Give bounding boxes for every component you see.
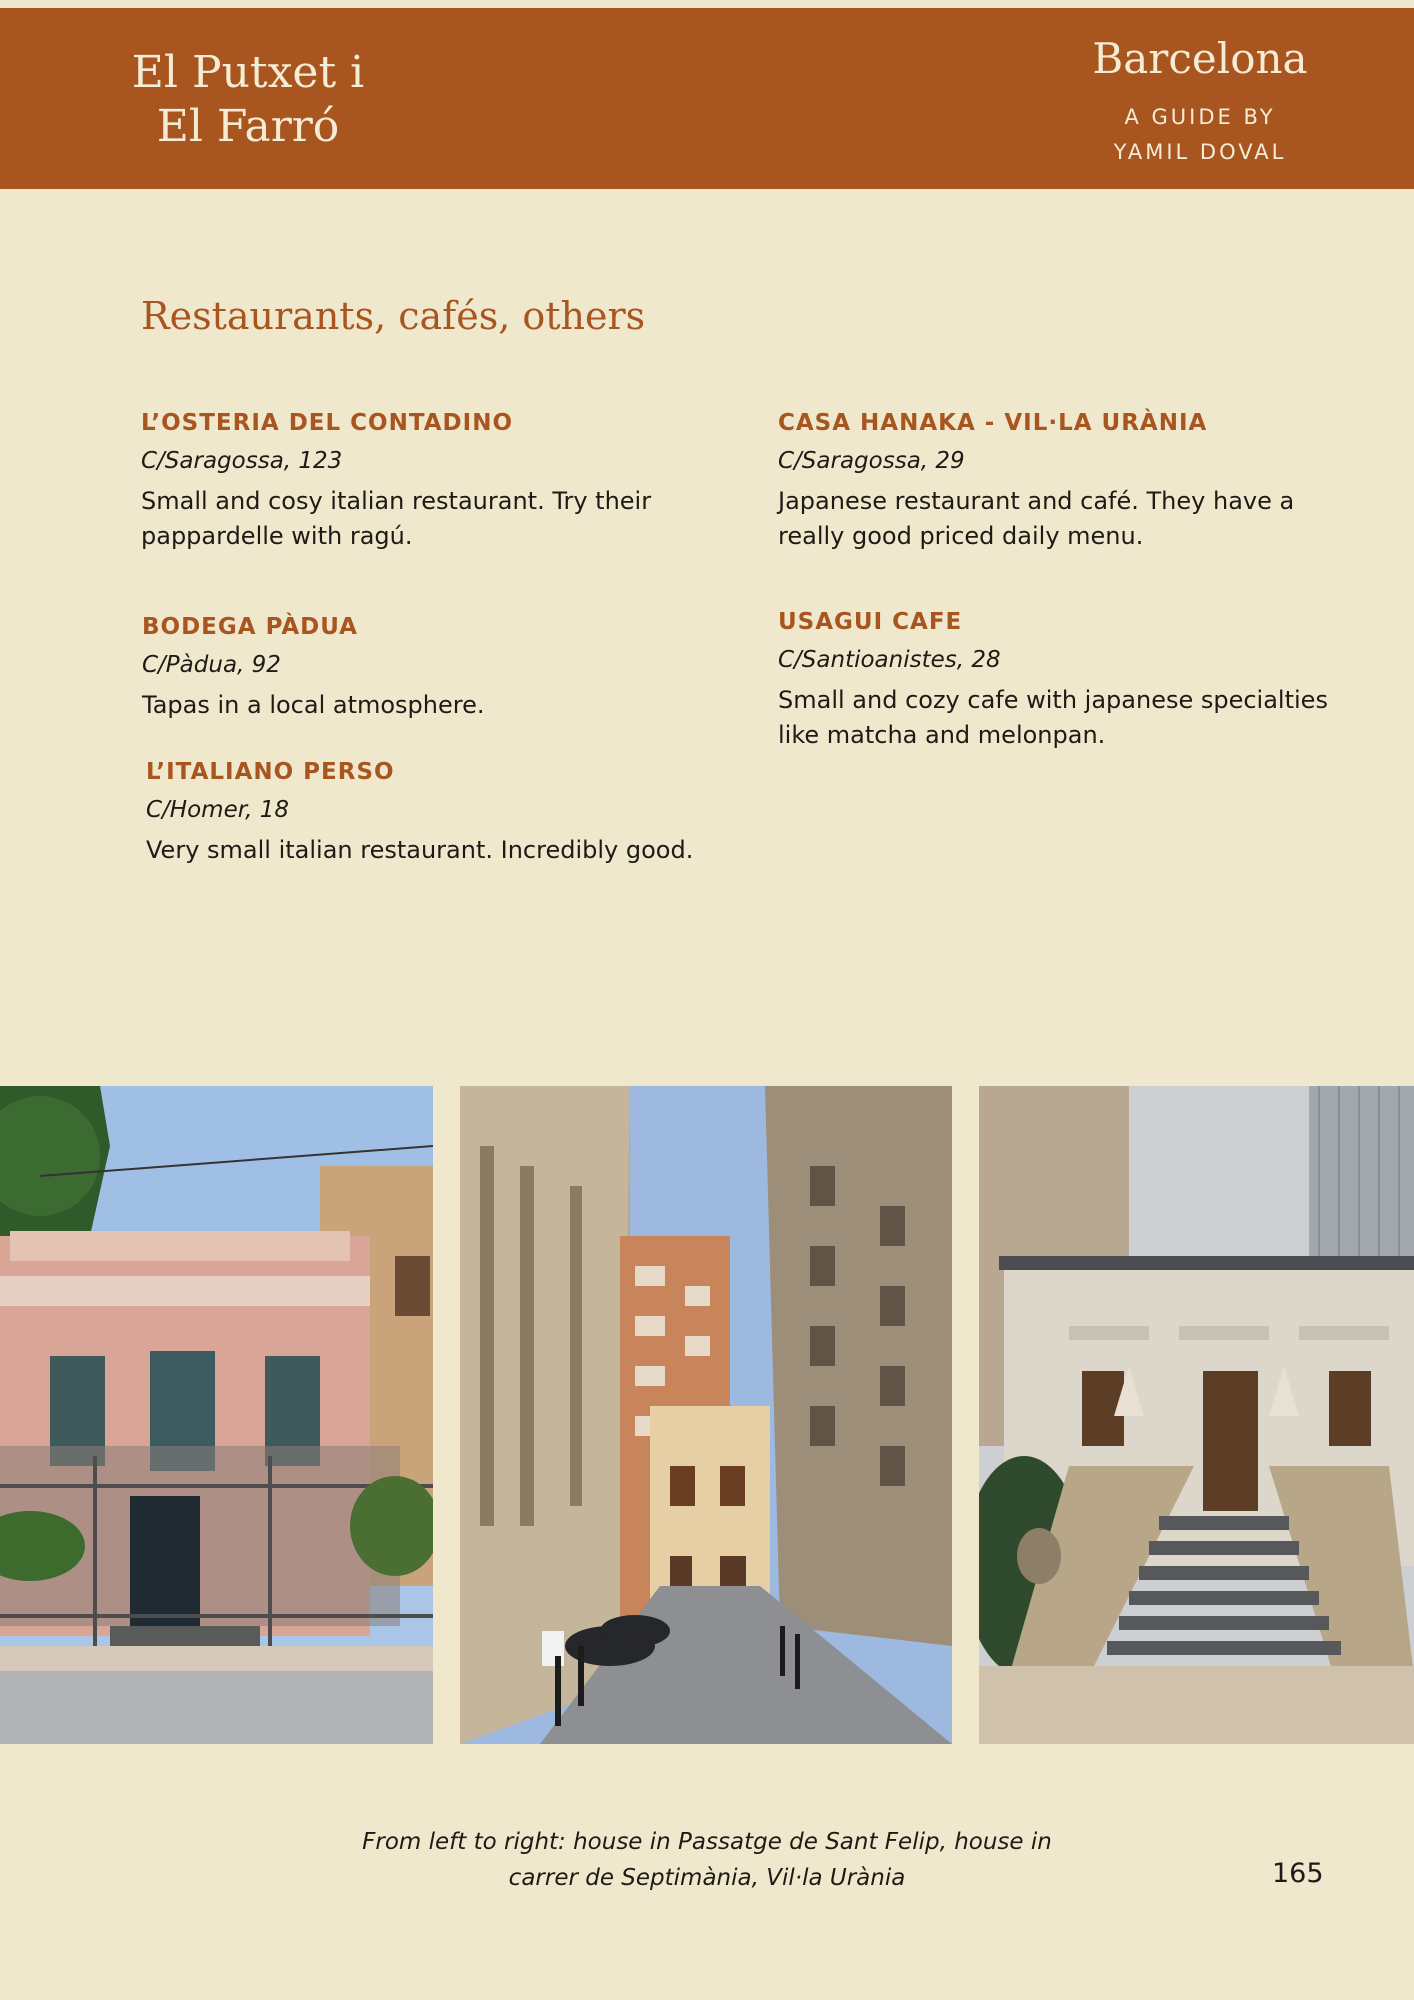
top-strip bbox=[0, 0, 1414, 8]
entry-description: Very small italian restaurant. Incredibly good. bbox=[146, 836, 694, 864]
district-title-line1: El Putxet i bbox=[131, 47, 365, 98]
caption-line2: carrer de Septimània, Vil·la Urània bbox=[508, 1865, 906, 1891]
entry-description: Japanese restaurant and café. They have a really good priced daily menu. bbox=[778, 487, 1295, 550]
restaurant-entry-italiano-perso bbox=[146, 757, 706, 868]
page-header bbox=[0, 8, 1414, 189]
page-number: 165 bbox=[1272, 1858, 1324, 1889]
section-title: Restaurants, cafés, others bbox=[141, 294, 646, 338]
entry-description: Tapas in a local atmosphere. bbox=[142, 691, 485, 719]
entry-name: USAGUI CAFE bbox=[778, 609, 963, 635]
photo-villa-urania bbox=[979, 1086, 1414, 1744]
entry-address: C/Saragossa, 29 bbox=[778, 448, 965, 474]
photo-passatge-sant-felip bbox=[0, 1086, 433, 1744]
guide-byline bbox=[1050, 100, 1350, 170]
entry-address: C/Santioanistes, 28 bbox=[778, 647, 1001, 673]
restaurant-entry-osteria bbox=[141, 408, 701, 554]
district-title bbox=[118, 46, 378, 154]
restaurant-entry-usagui-cafe bbox=[778, 607, 1348, 753]
entry-name: L’ITALIANO PERSO bbox=[146, 759, 395, 785]
byline-line1: A GUIDE BY bbox=[1124, 105, 1276, 129]
restaurant-entry-casa-hanaka bbox=[778, 408, 1348, 554]
entry-name: L’OSTERIA DEL CONTADINO bbox=[141, 410, 513, 436]
city-title: Barcelona bbox=[1092, 34, 1308, 83]
entry-address: C/Pàdua, 92 bbox=[142, 652, 281, 678]
photo-caption bbox=[250, 1824, 1164, 1896]
entry-name: CASA HANAKA - VIL·LA URÀNIA bbox=[778, 410, 1208, 436]
entry-description: Small and cozy cafe with japanese specialties like matcha and melonpan. bbox=[778, 686, 1328, 749]
caption-line1: From left to right: house in Passatge de Sant Felip, house in bbox=[362, 1829, 1052, 1855]
entry-description: Small and cosy italian restaurant. Try their pappardelle with ragú. bbox=[141, 487, 652, 550]
restaurant-entry-bodega-padua bbox=[142, 612, 702, 723]
byline-line2: YAMIL DOVAL bbox=[1113, 140, 1287, 164]
entry-name: BODEGA PÀDUA bbox=[142, 614, 358, 640]
entry-address: C/Homer, 18 bbox=[146, 797, 289, 823]
district-title-line2: El Farró bbox=[156, 101, 340, 152]
photo-carrer-septimania bbox=[460, 1086, 952, 1744]
entry-address: C/Saragossa, 123 bbox=[141, 448, 343, 474]
